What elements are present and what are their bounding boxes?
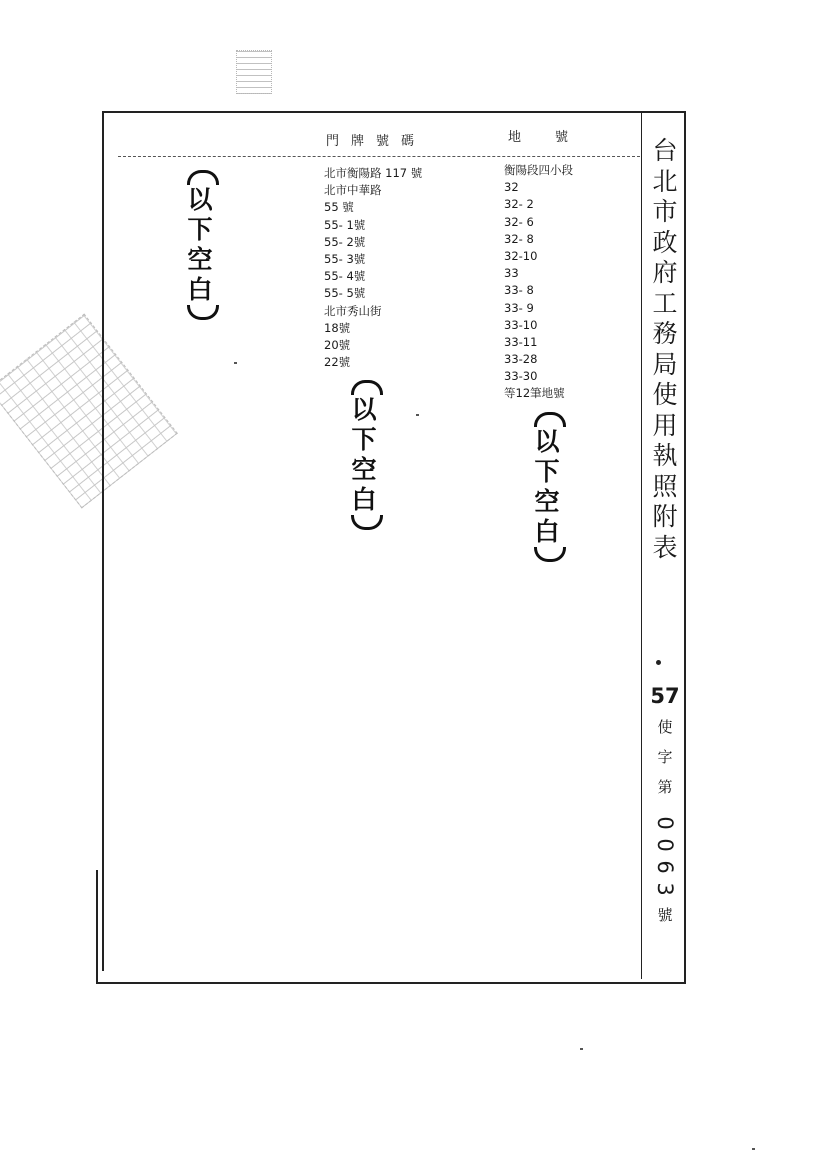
permit-digit: 0 [653, 816, 677, 830]
list-item: 等12筆地號 [504, 386, 565, 401]
frame-right-border [684, 111, 686, 983]
paren-bottom [187, 305, 219, 320]
title-char: 用 [652, 410, 678, 440]
title-char: 工 [652, 288, 678, 318]
title-char: 市 [652, 197, 678, 226]
blank-below-mark [187, 170, 219, 320]
blank-mark-char: 空 [187, 245, 213, 274]
list-item: 北市秀山街 [324, 303, 382, 318]
list-item: 32- 2 [504, 197, 534, 212]
permit-digit: 6 [653, 860, 677, 874]
permit-char-ordinal: 第 [657, 778, 673, 796]
blank-below-mark [534, 412, 566, 562]
list-item: 18號 [324, 320, 351, 335]
paren-top [187, 170, 219, 185]
list-item: 北市衡陽路 117 號 [324, 166, 423, 180]
permit-digit: 0 [653, 838, 677, 852]
blank-mark-char: 以 [187, 185, 213, 214]
blank-mark-char: 空 [351, 455, 377, 484]
header-rule [118, 156, 640, 157]
title-char: 局 [652, 349, 678, 379]
door-number-header: 門牌號碼 [326, 134, 427, 149]
permit-suffix: 號 [657, 906, 673, 924]
title-column-divider [641, 111, 642, 979]
list-item: 衡陽段四小段 [504, 163, 573, 177]
lot-number-header: 地號 [508, 130, 603, 145]
title-char: 北 [652, 166, 678, 196]
paren-top [351, 380, 383, 395]
title-char: 使 [652, 380, 678, 409]
lot-number-list [504, 162, 573, 403]
permit-digit: 3 [653, 882, 677, 896]
door-number-list [324, 165, 422, 371]
list-item: 33-10 [504, 317, 538, 332]
blank-below-mark [351, 380, 383, 530]
title-char: 照 [652, 471, 678, 501]
blank-mark-char: 以 [534, 427, 560, 456]
blank-mark-char: 下 [351, 425, 377, 454]
blank-mark-char: 白 [534, 517, 560, 546]
title-char: 表 [652, 532, 678, 562]
list-item: 55 號 [324, 200, 354, 215]
title-char: 執 [652, 441, 678, 470]
permit-number [648, 812, 682, 900]
list-item: 55- 5號 [324, 286, 366, 301]
paren-top [534, 412, 566, 427]
frame-left-border-lower [96, 870, 98, 983]
scan-speck [580, 1048, 583, 1050]
list-item: 33-11 [504, 334, 538, 349]
blank-mark-char: 白 [187, 275, 213, 304]
permit-char-word: 字 [657, 748, 673, 766]
list-item: 33-28 [504, 352, 538, 367]
scan-speck [234, 362, 237, 364]
paren-bottom [351, 515, 383, 530]
list-item: 33- 9 [504, 300, 534, 315]
blank-mark-char: 下 [187, 215, 213, 244]
list-item: 北市中華路 [324, 183, 382, 198]
blank-mark-char: 以 [351, 395, 377, 424]
frame-top-border [104, 111, 686, 113]
scan-speck [752, 1148, 755, 1150]
seal-stamp-small [236, 50, 272, 94]
title-char: 府 [652, 258, 678, 287]
list-item: 20號 [324, 337, 351, 352]
frame-left-border [102, 111, 104, 971]
scan-speck [416, 414, 419, 416]
paren-bottom [534, 547, 566, 562]
title-char: 附 [652, 502, 678, 531]
list-item: 32-10 [504, 248, 538, 263]
list-item: 55- 3號 [324, 251, 366, 266]
list-item: 33-30 [504, 369, 538, 384]
blank-mark-char: 下 [534, 457, 560, 486]
list-item: 32- 6 [504, 214, 534, 229]
frame-bottom-border [96, 982, 686, 984]
vertical-title [648, 136, 682, 563]
list-item: 55- 1號 [324, 217, 366, 232]
title-char: 台 [652, 136, 678, 165]
list-item: 32- 8 [504, 231, 534, 246]
title-char: 政 [652, 227, 678, 257]
seal-stamp [0, 314, 178, 509]
permit-year: 57 [650, 684, 680, 708]
list-item: 33- 8 [504, 283, 534, 298]
list-item: 22號 [324, 355, 351, 370]
blank-mark-char: 白 [351, 485, 377, 514]
list-item: 33 [504, 266, 519, 281]
title-char: 務 [652, 319, 678, 348]
permit-char-use: 使 [657, 718, 673, 736]
list-item: 55- 2號 [324, 234, 366, 249]
separator-dot [656, 660, 661, 665]
blank-mark-char: 空 [534, 487, 560, 516]
list-item: 32 [504, 180, 519, 195]
list-item: 55- 4號 [324, 269, 366, 284]
